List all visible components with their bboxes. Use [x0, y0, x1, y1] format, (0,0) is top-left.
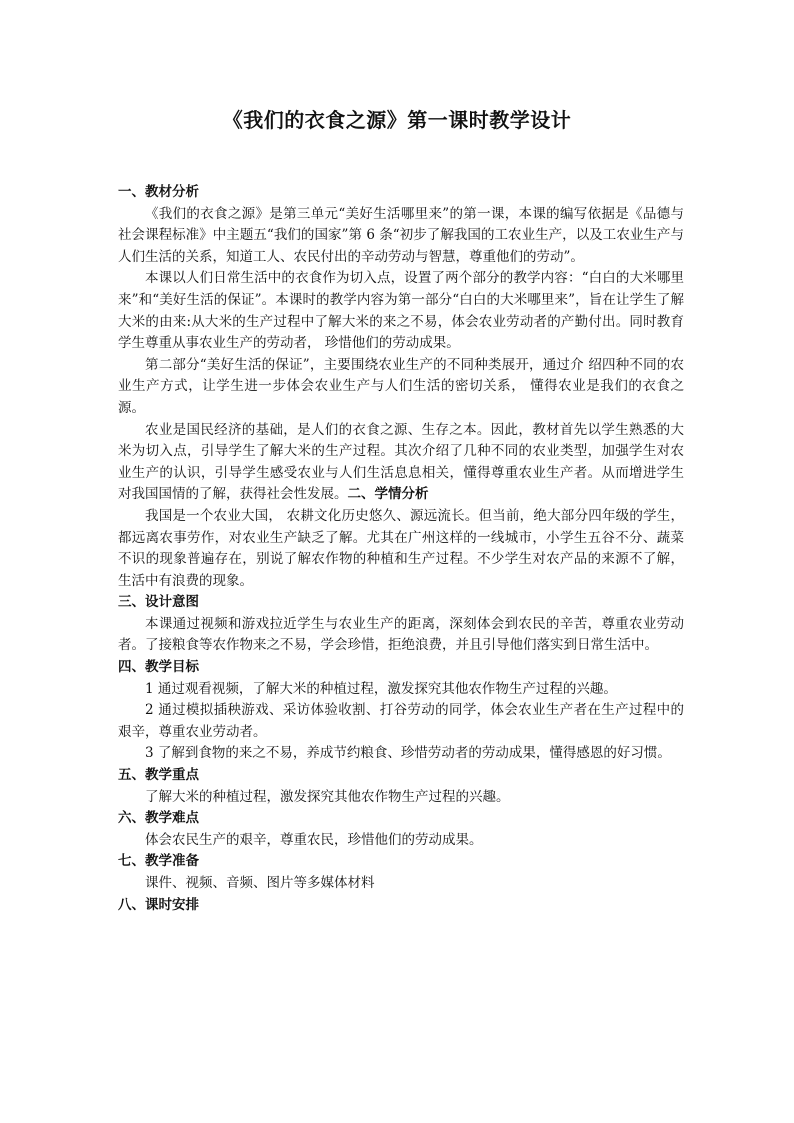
- section-heading-student-analysis: 二、学情分析: [347, 486, 429, 503]
- paragraph: 了解大米的种植过程，激发探究其他农作物生产过程的兴趣。: [145, 788, 510, 805]
- goal-item: 2 通过模拟插秧游戏、采访体验收割、打谷劳动的同学，体会农业生产者在生产过程中的艰辛，尊重农业劳动者。: [118, 702, 684, 740]
- paragraph: 第二部分“美好生活的保证”，主要围绕农业生产的不同种类展开，通过介 绍四种不同的农业生产方式，让学生进一步体会农业生产与人们生活的密切关系， 懂得农业是我们的衣食之源。: [118, 356, 684, 416]
- paragraph: 体会农民生产的艰辛，尊重农民，珍惜他们的劳动成果。: [145, 831, 483, 848]
- section-heading-textbook-analysis: 一、教材分析: [118, 184, 199, 200]
- section-heading-schedule: 八、课时安排: [118, 896, 199, 913]
- paragraph: 《我们的衣食之源》是第三单元“美好生活哪里来”的第一课，本课的编写依据是《品德与社会课程标准》中主题五“我们的国家”第 6 条“初步了解我国的工农业生产，以及工农业生产与人们生活的关系，知道工人、农民付出的辛动劳动与智慧，尊重他们的劳动”。: [118, 205, 684, 265]
- goal-item: 3 了解到食物的来之不易，养成节约粮食、珍惜劳动者的劳动成果，懂得感恩的好习惯。: [145, 745, 671, 762]
- paragraph: 本课以人们日常生活中的衣食作为切入点，设置了两个部分的教学内容：“白白的大米哪里来”和“美好生活的保证”。本课时的教学内容为第一部分“白白的大米哪里来”，旨在让学生了解大米的由来:从大米的生产过程中了解大米的来之不易，体会农业劳动者的产勤付出。同时教育学生尊重从事农业生产的劳动者， 珍惜他们的劳动成果。: [118, 270, 684, 352]
- goal-item: 1 通过观看视频，了解大米的种植过程，激发探究其他农作物生产过程的兴趣。: [145, 680, 617, 697]
- paragraph: [118, 420, 684, 506]
- section-heading-preparation: 七、教学准备: [118, 853, 199, 870]
- paragraph: 本课通过视频和游戏拉近学生与农业生产的距离，深刻体会到农民的辛苦，尊重农业劳动者。了接粮食等农作物来之不易，学会珍惜，拒绝浪费，并且引导他们落实到日常生活中。: [118, 615, 684, 654]
- paragraph: 课件、视频、音频、图片等多媒体材料: [145, 875, 375, 891]
- paragraph-text: 农业是国民经济的基础，是人们的衣食之源、生存之本。因此，教材首先以学生熟悉的大米为切入点，引导学生了解大米的生产过程。其次介绍了几种不同的农业类型，加强学生对农业生产的认识，引导学生感受农业与人们生活息息相关，懂得尊重农业生产者。从而增进学生对我国国情的了解，获得社会性发展。: [118, 421, 684, 503]
- section-heading-difficulties: 六、教学难点: [118, 810, 199, 827]
- paragraph: 我国是一个农业大国， 农耕文化历史悠久、源远流长。但当前，绝大部分四年级的学生，都远离农事劳作，对农业生产缺乏了解。尤其在广州这样的一线城市，小学生五谷不分、蔬菜不识的现象普遍存在，别说了解农作物的种植和生产过程。不少学生对农产品的来源不了解，生活中有浪费的现象。: [118, 507, 684, 589]
- section-heading-teaching-goals: 四、教学目标: [118, 659, 199, 676]
- section-heading-key-points: 五、教学重点: [118, 767, 199, 784]
- document-body: [118, 182, 684, 916]
- section-heading-design-intent: 三、设计意图: [118, 594, 199, 611]
- document-title: 《我们的衣食之源》第一课时教学设计: [222, 108, 572, 132]
